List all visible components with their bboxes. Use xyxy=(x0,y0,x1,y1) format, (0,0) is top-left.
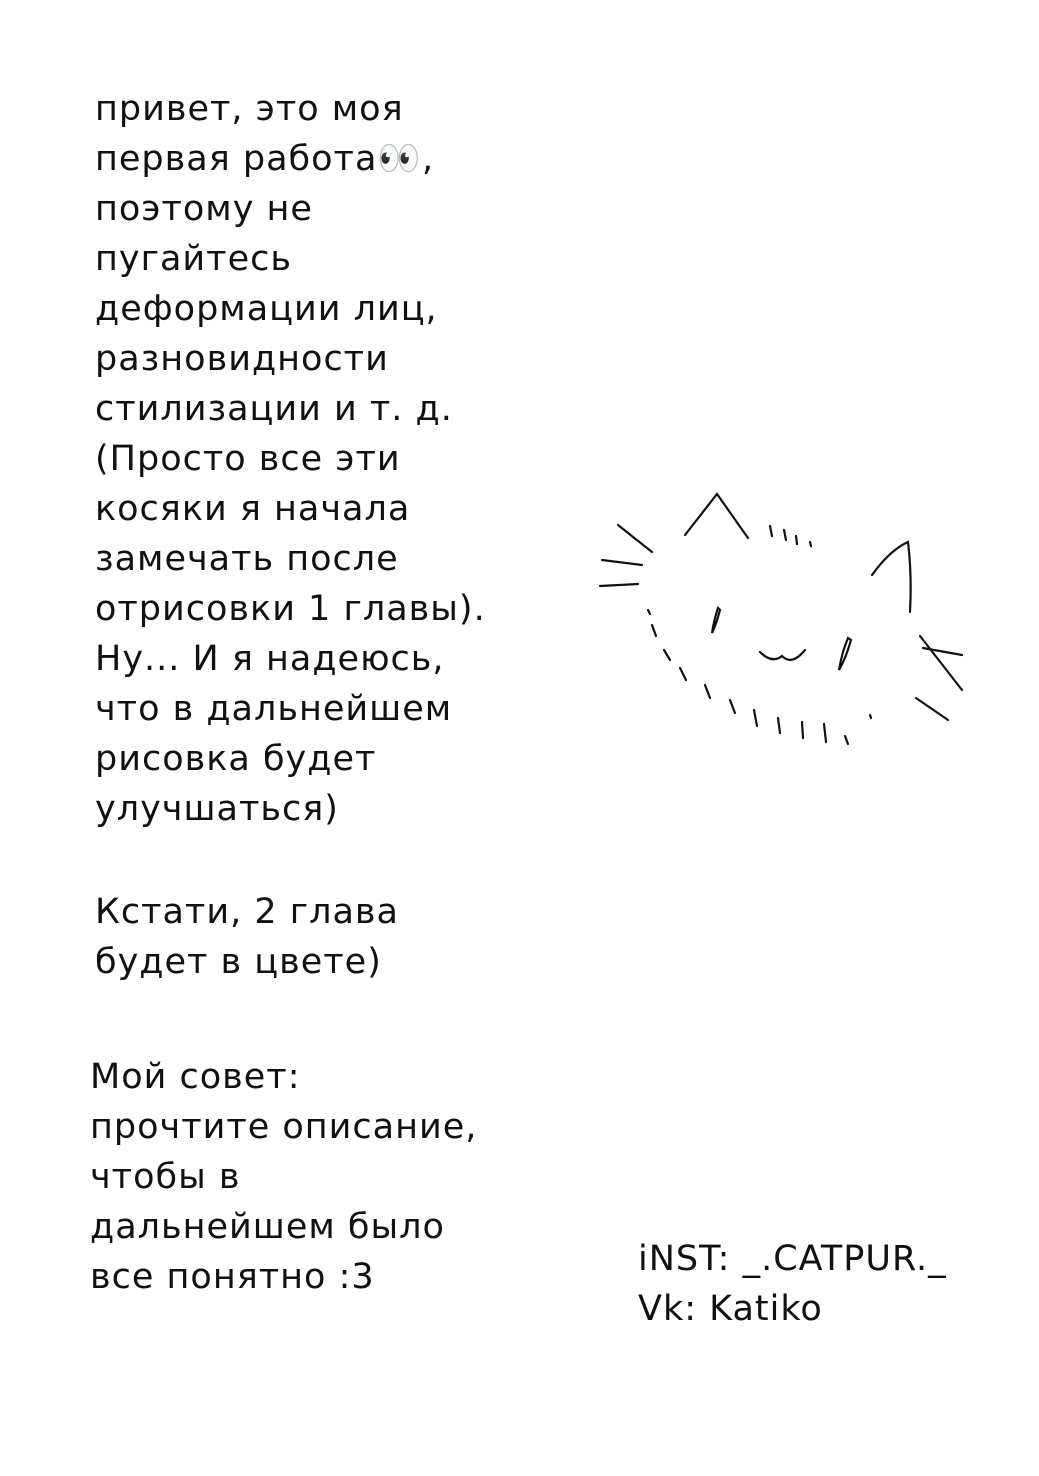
inst-handle: iNST: _.CATPUR._ xyxy=(638,1239,947,1279)
cat-left-eye xyxy=(712,608,720,633)
advice-line: чтобы в xyxy=(90,1157,241,1197)
intro-line: (Просто все эти xyxy=(95,439,401,479)
intro-line: стилизации и т. д. xyxy=(95,389,453,429)
note-line: будет в цвете) xyxy=(95,942,382,982)
advice-line: дальнейшем было xyxy=(90,1207,445,1247)
advice-line: все понятно :3 xyxy=(90,1257,375,1297)
intro-line: привет, это моя xyxy=(95,89,404,129)
intro-line: рисовка будет xyxy=(95,739,377,779)
cat-mouth xyxy=(760,650,805,660)
intro-line: первая работа👀, xyxy=(95,139,435,179)
intro-line: косяки я начала xyxy=(95,489,411,529)
intro-line: Ну... И я надеюсь, xyxy=(95,639,445,679)
intro-line: замечать после xyxy=(95,539,399,579)
vk-handle: Vk: Katiko xyxy=(638,1289,823,1329)
intro-line: что в дальнейшем xyxy=(95,689,453,729)
advice-line: прочтите описание, xyxy=(90,1107,478,1147)
intro-line: отрисовки 1 главы). xyxy=(95,589,486,629)
note-line: Кстати, 2 глава xyxy=(95,892,399,932)
intro-line: деформации лиц, xyxy=(95,289,438,329)
cat-face-doodle-icon xyxy=(590,480,980,780)
intro-line: улучшаться) xyxy=(95,789,339,829)
intro-line: пугайтесь xyxy=(95,239,292,279)
cat-right-ear xyxy=(872,542,911,612)
intro-line: поэтому не xyxy=(95,189,313,229)
cat-right-eye xyxy=(839,638,851,670)
advice-line: Мой совет: xyxy=(90,1057,301,1097)
intro-line: разновидности xyxy=(95,339,389,379)
cat-left-ear xyxy=(685,494,748,538)
